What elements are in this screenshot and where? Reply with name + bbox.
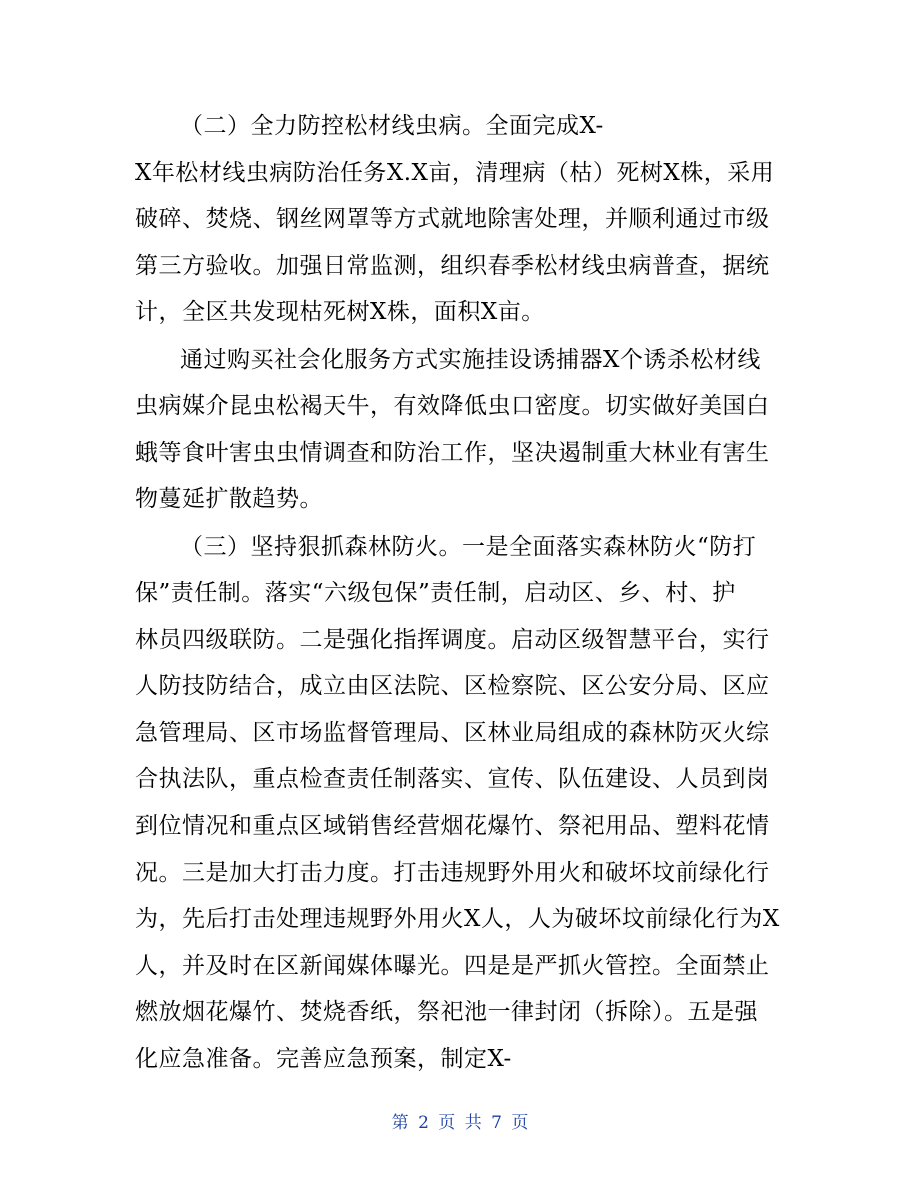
text-line-20: 燃放烟花爆竹、焚烧香纸，祭祀池一律封闭（拆除）。五是强 [135, 999, 758, 1025]
text-line-9: 物蔓延扩散趋势。 [135, 486, 323, 512]
text-line-8: 蛾等食叶害虫虫情调查和防治工作，坚决遏制重大林业有害生 [135, 440, 770, 466]
page-number-footer [0, 1111, 920, 1135]
text-line-3: 破碎、焚烧、钢丝网罩等方式就地除害处理，并顺利通过市级 [135, 206, 770, 232]
text-line-21: 化应急准备。完善应急预案，制定X- [135, 1046, 512, 1072]
footer-prefix: 第 [391, 1113, 409, 1133]
text-line-19: 人，并及时在区新闻媒体曝光。四是是严抓火管控。全面禁止 [135, 953, 770, 979]
text-line-7: 虫病媒介昆虫松褐天牛，有效降低虫口密度。切实做好美国白 [135, 393, 770, 419]
text-line-10: （三）坚持狠抓森林防火。一是全面落实森林防火“防打 [180, 534, 757, 560]
text-line-12: 林员四级联防。二是强化指挥调度。启动区级智慧平台，实行 [135, 627, 770, 653]
text-line-14: 急管理局、区市场监督管理局、区林业局组成的森林防灭火综 [135, 720, 770, 746]
text-line-4: 第三方验收。加强日常监测，组织春季松材线虫病普查，据统 [135, 253, 770, 279]
text-line-17: 况。三是加大打击力度。打击违规野外用火和破坏坟前绿化行 [135, 860, 770, 886]
text-line-11: 保”责任制。落实“六级包保”责任制，启动区、乡、村、护 [135, 580, 736, 606]
footer-current-page: 2 [418, 1113, 429, 1133]
text-line-6: 通过购买社会化服务方式实施挂设诱捕器X个诱杀松材线 [180, 347, 761, 373]
footer-suffix: 页 [511, 1113, 529, 1133]
text-line-2: X年松材线虫病防治任务X.X亩，清理病（枯）死树X株，采用 [135, 160, 775, 186]
footer-total-pages: 7 [491, 1113, 502, 1133]
text-line-5: 计，全区共发现枯死树X株，面积X亩。 [135, 299, 545, 325]
text-line-15: 合执法队，重点检查责任制落实、宣传、队伍建设、人员到岗 [135, 766, 770, 792]
text-line-18: 为，先后打击处理违规野外用火X人，人为破坏坟前绿化行为X [135, 906, 780, 932]
footer-total-label: 共 [464, 1113, 482, 1133]
text-line-13: 人防技防结合，成立由区法院、区检察院、区公安分局、区应 [135, 673, 770, 699]
text-line-1: （二）全力防控松材线虫病。全面完成X- [180, 113, 604, 139]
footer-page-label: 页 [438, 1113, 456, 1133]
text-line-16: 到位情况和重点区域销售经营烟花爆竹、祭祀用品、塑料花情 [135, 813, 770, 839]
